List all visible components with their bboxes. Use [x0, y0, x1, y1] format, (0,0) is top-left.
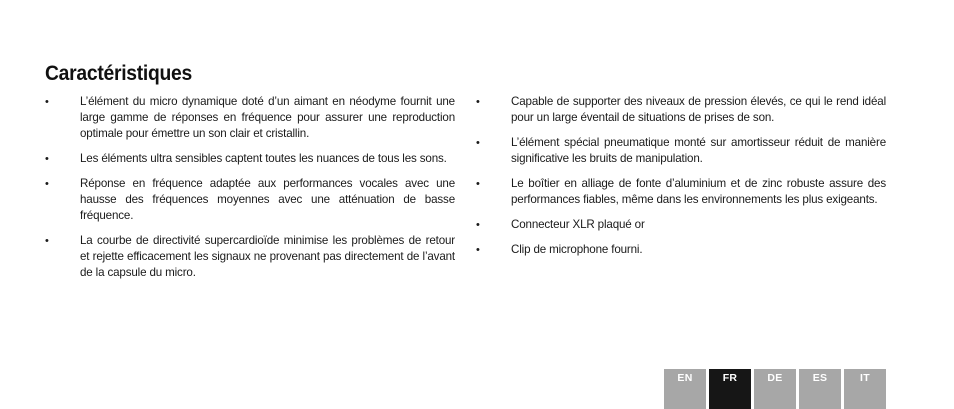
bullet-icon: •: [45, 153, 49, 165]
feature-text: Les éléments ultra sensibles captent toutes les nuances de tous les sons.: [80, 152, 447, 165]
language-tab-de[interactable]: DE: [754, 369, 796, 409]
list-item: [45, 233, 455, 281]
list-item: [45, 151, 455, 167]
language-tab-it[interactable]: IT: [844, 369, 886, 409]
language-tabs: [664, 369, 886, 409]
feature-text: L’élément du micro dynamique doté d’un aimant en néodyme fournit une large gamme de réponses en fréquence pour assurer une reproduction optimale pour émettre un son clair et cristallin.: [80, 95, 455, 140]
bullet-icon: •: [476, 96, 480, 108]
list-item: [476, 176, 886, 208]
feature-text: La courbe de directivité supercardioïde minimise les problèmes de retour et rejette efficacement les signaux ne provenant pas directement de l’avant de la capsule du micro.: [80, 234, 455, 279]
language-tab-es[interactable]: ES: [799, 369, 841, 409]
language-tab-en[interactable]: EN: [664, 369, 706, 409]
bullet-icon: •: [45, 96, 49, 108]
bullet-icon: •: [476, 178, 480, 190]
bullet-icon: •: [476, 219, 480, 231]
language-tab-fr[interactable]: FR: [709, 369, 751, 409]
feature-text: Clip de microphone fourni.: [511, 243, 643, 256]
list-item: [476, 242, 886, 258]
feature-list-left: [45, 94, 455, 290]
feature-list-right: [476, 94, 886, 267]
bullet-icon: •: [476, 137, 480, 149]
page-title: Caractéristiques: [45, 62, 192, 85]
list-item: [476, 94, 886, 126]
feature-text: Capable de supporter des niveaux de pression élevés, ce qui le rend idéal pour un large éventail de situations de prises de son.: [511, 95, 886, 124]
bullet-icon: •: [45, 178, 49, 190]
feature-text: Réponse en fréquence adaptée aux performances vocales avec une hausse des fréquences moyennes avec une atténuation de basse fréquence.: [80, 177, 455, 222]
feature-text: Le boîtier en alliage de fonte d’aluminium et de zinc robuste assure des performances fiables, même dans les environnements les plus exigeants.: [511, 177, 886, 206]
list-item: [476, 135, 886, 167]
bullet-icon: •: [45, 235, 49, 247]
feature-text: Connecteur XLR plaqué or: [511, 218, 645, 231]
bullet-icon: •: [476, 244, 480, 256]
list-item: [476, 217, 886, 233]
list-item: [45, 176, 455, 224]
list-item: [45, 94, 455, 142]
feature-text: L’élément spécial pneumatique monté sur amortisseur réduit de manière significative les bruits de manipulation.: [511, 136, 886, 165]
